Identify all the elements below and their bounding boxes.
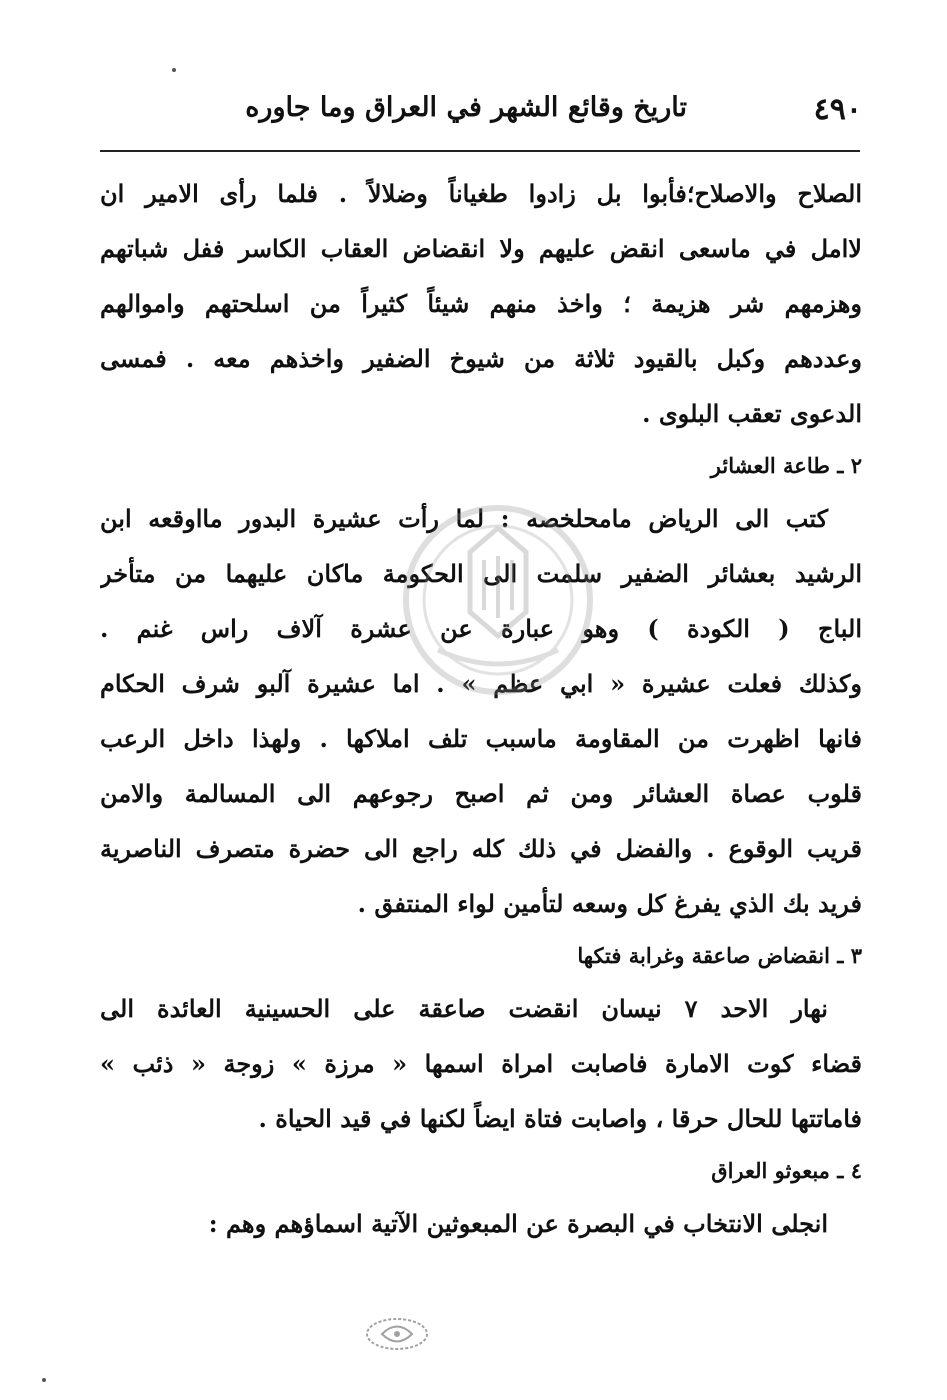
text-line: الرشيد بعشائر الضفير سلمت الى الحكومة ماكان عليهما من متأخر <box>100 559 862 588</box>
text-line: نهار الاحد ٧ نيسان انقضت صاعقة على الحسينية العائدة الى <box>100 994 828 1023</box>
section-heading: ٣ ـ انقضاض صاعقة وغرابة فتكها <box>577 943 862 968</box>
text-line: لاامل في ماسعى انقض عليهم ولا انقضاض العقاب الكاسر ففل شباتهم <box>100 234 862 263</box>
text-line: انجلى الانتخاب في البصرة عن المبعوثين الآتية اسماؤهم وهم : <box>208 1209 828 1238</box>
text-line: فاماتتها للحال حرقا ، واصابت فتاة ايضاً لكنها في قيد الحياة . <box>258 1104 862 1133</box>
page-body <box>100 166 862 1251</box>
paragraph-continued <box>100 166 862 441</box>
text-line: قضاء كوت الامارة فاصابت امراة اسمها « مرزة » زوجة « ذئب » <box>100 1049 862 1078</box>
section-heading: ٢ ـ طاعة العشائر <box>710 453 862 478</box>
print-speck <box>42 1378 46 1382</box>
text-line: وكذلك فعلت عشيرة « ابي عظم » . اما عشيرة آلبو شرف الحكام <box>100 669 862 698</box>
footer-ornament <box>362 1315 432 1353</box>
text-line: قريب الوقوع . والفضل في ذلك كله راجع الى حضرة متصرف الناصرية <box>100 834 862 863</box>
text-line: وعددهم وكبل بالقيود ثلاثة من شيوخ الضفير واخذهم معه . فمسى <box>100 344 862 373</box>
header-rule <box>100 150 860 152</box>
running-title: تاريخ وقائع الشهر في العراق وما جاوره <box>245 92 687 123</box>
section-paragraph <box>100 1196 862 1251</box>
text-line: فانها اظهرت من المقاومة ماسبب تلف املاكها . ولهذا داخل الرعب <box>100 724 862 753</box>
page-number: ٤٩٠ <box>813 92 862 127</box>
section-heading: ٤ ـ مبعوثو العراق <box>711 1158 862 1183</box>
text-line: الدعوى تعقب البلوى . <box>642 399 862 428</box>
text-line: الباج ( الكودة ) وهو عبارة عن عشرة آلاف راس غنم . <box>100 614 862 643</box>
text-line: الصلاح والاصلاح؛فأبوا بل زادوا طغياناً وضلالاً . فلما رأى الامير ان <box>100 179 862 208</box>
text-line: كتب الى الرياض مامحلخصه : لما رأت عشيرة البدور مااوقعه ابن <box>100 504 828 533</box>
text-line: فريد بك الذي يفرغ كل وسعه لتأمين لواء المنتفق . <box>357 889 862 918</box>
page-header <box>100 88 862 144</box>
section-paragraph <box>100 981 862 1146</box>
text-line: وهزمهم شر هزيمة ؛ واخذ منهم شيئاً كثيراً من اسلحتهم واموالهم <box>100 289 862 318</box>
print-speck <box>172 68 176 72</box>
text-line: قلوب عصاة العشائر ومن ثم اصبح رجوعهم الى المسالمة والامن <box>100 779 862 808</box>
library-seal-watermark <box>398 500 598 700</box>
